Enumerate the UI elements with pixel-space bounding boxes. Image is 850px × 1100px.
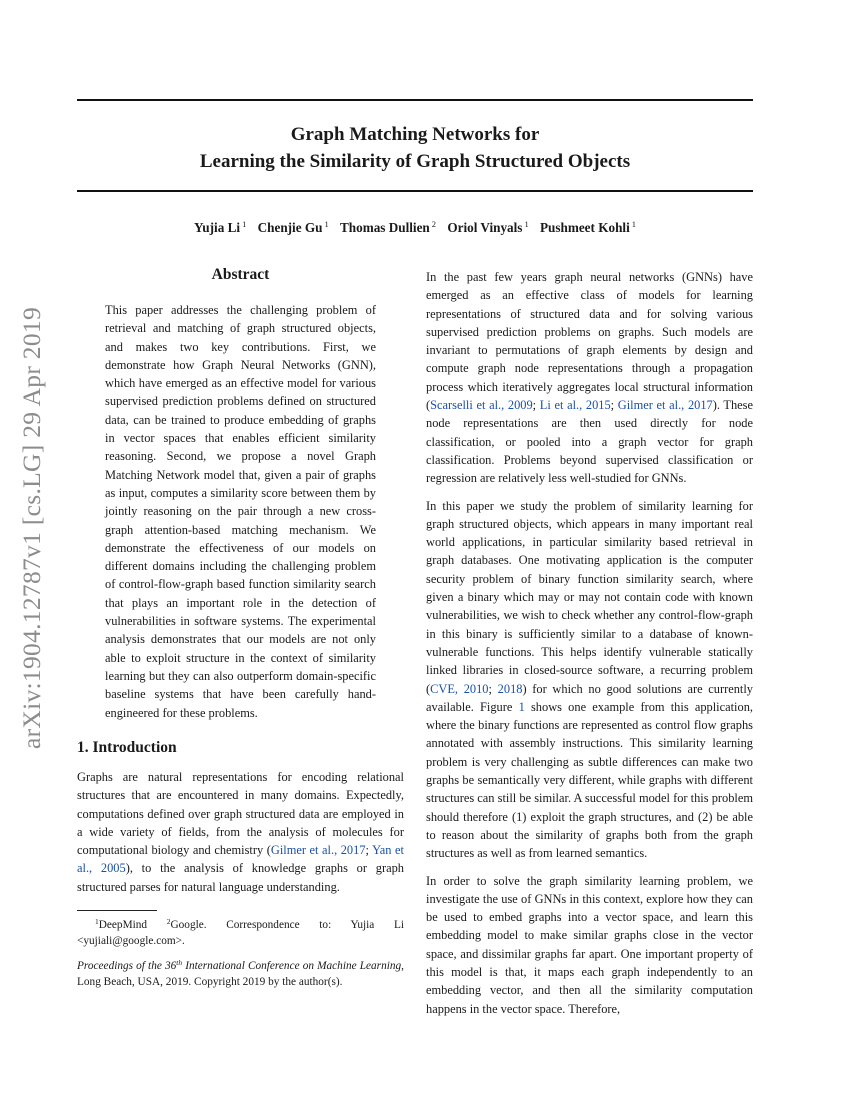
right-column	[426, 268, 753, 1018]
citation-link[interactable]: 2018	[497, 681, 523, 696]
abstract-heading: Abstract	[211, 266, 270, 283]
citation-link[interactable]: Yan et al., 2005	[77, 843, 404, 876]
citation-link[interactable]: Scarselli et al., 2009	[430, 398, 533, 413]
author-list	[77, 219, 753, 236]
arxiv-side-label: arXiv:1904.12787v1 [cs.LG] 29 Apr 2019	[17, 306, 46, 749]
right-paragraph-3: In order to solve the graph similarity learning problem, we investigate the use of GNNs in this context, explore how they can be used to embed graphs into a vector space, and learn this embedding model to make similar graphs close in the vector space, and dissimilar graphs far apart. One important property of this model is that, it maps each graph independently to an embedding vector, and then all the similarity computation happens in the vector space. Therefore,	[426, 873, 753, 1016]
footnote-rule	[77, 910, 157, 911]
author: Oriol Vinyals $^1$	[447, 219, 529, 235]
abstract-text: This paper addresses the challenging problem of retrieval and matching of graph structured objects, and makes two key contributions. First, we demonstrate how Graph Neural Networks (GNN), which have emerged as an effective model for various supervised prediction problems defined on structured data, can be trained to produce embedding of graphs in vector spaces that enables efficient similarity reasoning. Second, we propose a novel Graph Matching Network model that, given a pair of graphs as input, computes a similarity score between them by jointly reasoning on the pair through a new cross-graph attention-based matching mechanism. We demonstrate the effectiveness of our models on different domains including the challenging problem of control-flow-graph based function similarity search that plays an important role in the detection of vulnerabilities in software systems. The experimental analysis demonstrates that our models are not only able to exploit structure in the context of similarity learning but they can also outperform domain-specific baseline systems that have been carefully hand-engineered for these problems.	[105, 303, 376, 720]
footnote-affiliations: $^1$DeepMind $^2$Google. Correspondence to: Yujia Li <yujiali@google.com>.	[77, 917, 405, 947]
intro-paragraph-left: Graphs are natural representations for encoding relational structures that are encountered in many domains. Expectedly, computations defined over graph structured data are employed in a wide variety of fields, from the analysis of molecules for computational biology and chemistry (Gilmer et al., 2017; Yan et al., 2005), to the analysis of knowledge graphs or graph structured parses for natural language understanding.	[77, 770, 404, 894]
right-paragraph-2: In this paper we study the problem of similarity learning for graph structured objects, which appears in many important real world applications, in particular similarity based retrieval in graph databases. One motivating application is the computer security problem of binary function similarity search, where given a binary which may or may not contain code with known vulnerabilities, we wish to check whether any control-flow-graph in this binary is sufficiently similar to a database of known-vulnerable functions. This helps identify vulnerable statically linked libraries in closed-source software, a recurring problem (CVE, 2010; 2018) for which no good solutions are currently available. Figure 1 shows one example from this application, where the binary functions are represented as control flow graphs annotated with assembly instructions. This similarity learning problem is very challenging as subtle differences can make two graphs be semantically very different, while graphs with different structures can still be similar. A successful model for this problem should therefore (1) exploit the graph structures, and (2) be able to reason about the similarity of graphs both from the graph structures as well as from learned semantics.	[426, 498, 754, 861]
section-heading-introduction: 1. Introduction	[77, 739, 177, 756]
figure-link[interactable]: 1	[518, 699, 525, 714]
author: Pushmeet Kohli $^1$	[539, 219, 636, 235]
title-line-1: Graph Matching Networks for	[290, 124, 540, 145]
author: Yujia Li $^1$	[194, 219, 247, 235]
paper-title	[77, 121, 753, 175]
author: Thomas Dullien $^2$	[340, 219, 437, 235]
citation-link[interactable]: Li et al., 2015	[539, 398, 611, 413]
author: Chenjie Gu $^1$	[257, 219, 329, 235]
citation-link[interactable]: CVE, 2010	[430, 681, 489, 696]
title-line-2: Learning the Similarity of Graph Structured Objects	[199, 151, 631, 172]
citation-link[interactable]: Gilmer et al., 2017	[270, 843, 366, 858]
top-rule	[77, 99, 753, 101]
right-paragraph-1: In the past few years graph neural networks (GNNs) have emerged as an effective class of models for learning representations of structured data and for solving various supervised prediction problems on graphs. Such models are invariant to permutations of graph elements by design and compute graph node representations through a propagation process which iteratively aggregates local structural information (Scarselli et al., 2009; Li et al., 2015; Gilmer et al., 2017). These node representations are then used directly for node classification, or pooled into a graph vector for graph classification. Problems beyond supervised classification or regression are relatively less well-studied for GNNs.	[426, 270, 753, 486]
proceedings-note: Proceedings of the 36th International Conference on Machine Learning, Long Beach, USA, 2019. Copyright 2019 by the author(s).	[77, 958, 404, 988]
citation-link[interactable]: Gilmer et al., 2017	[617, 398, 713, 413]
title-bottom-rule	[77, 190, 753, 192]
